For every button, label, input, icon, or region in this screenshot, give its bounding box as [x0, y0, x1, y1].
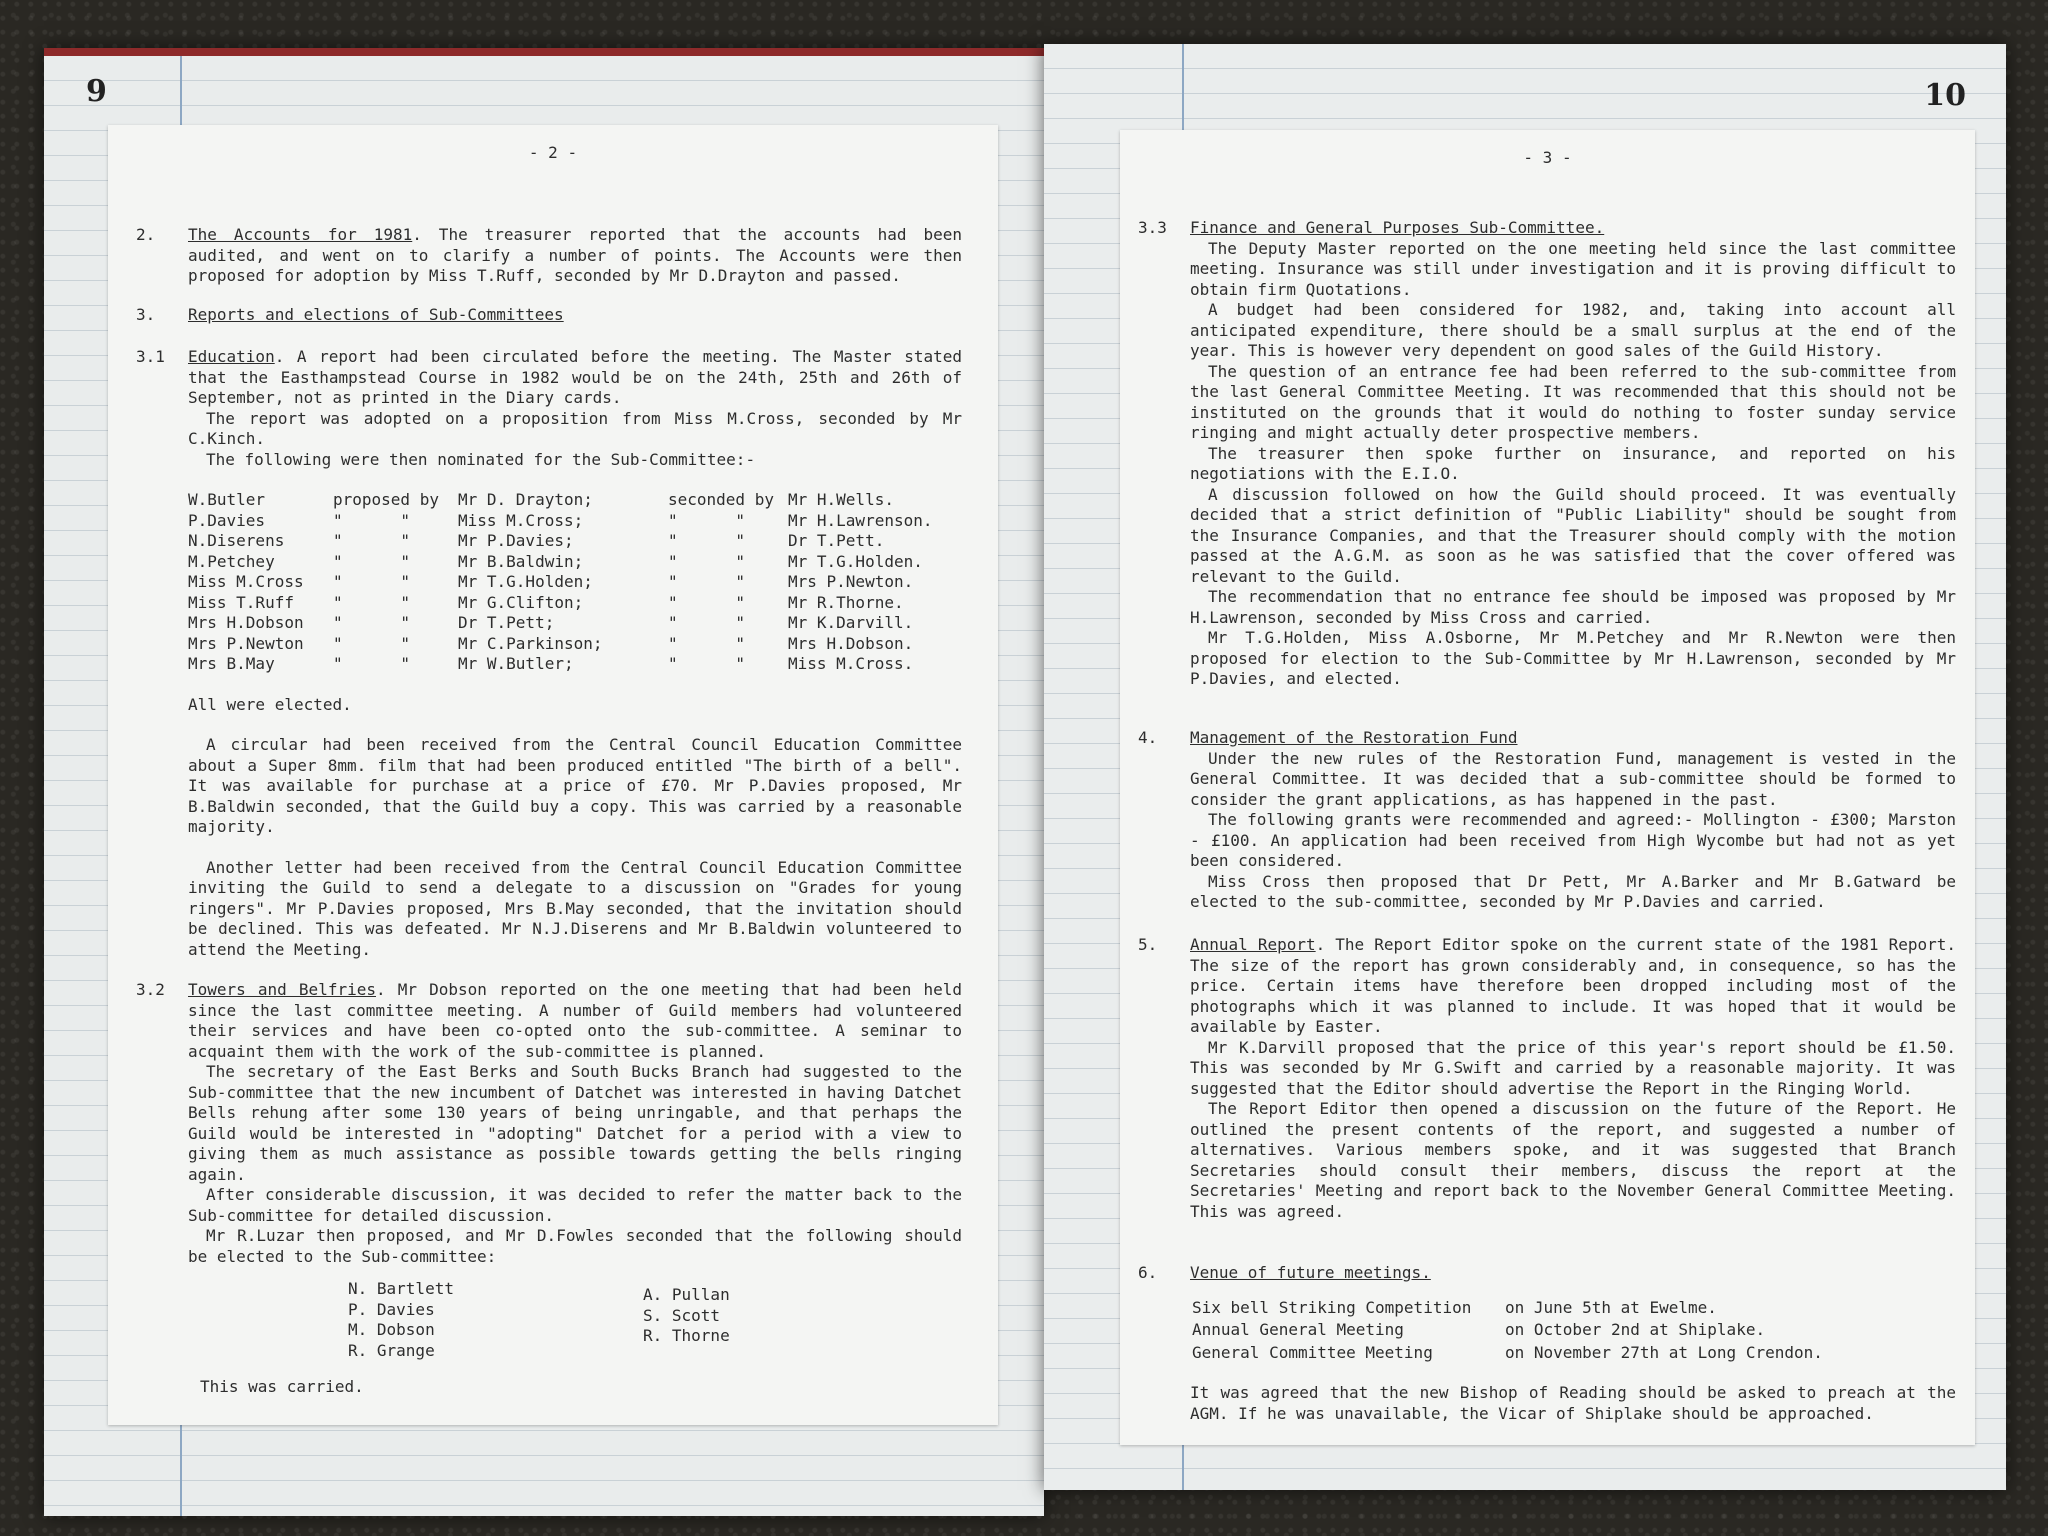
section-number: 6.: [1138, 1263, 1158, 1282]
section-number: 3.: [136, 305, 156, 324]
paragraph: A budget had been considered for 1982, and, taking into account all anticipated expenditure, there should be a small surplus at the end of the year. This is however very dependent on good sales of the Guild History.: [1190, 300, 1956, 360]
nomination-cell: N.Diserens: [188, 531, 285, 550]
paragraph: The following were then nominated for the Sub-Committee:-: [206, 449, 756, 469]
meeting-date-place: on October 2nd at Shiplake.: [1505, 1320, 1766, 1339]
section-number: 3.2: [136, 980, 165, 999]
paragraph: Mr T.G.Holden, Miss A.Osborne, Mr M.Petchey and Mr R.Newton were then proposed for election to the Sub-Committee by Mr H.Lawrenson, seconded by Mr P.Davies, and elected.: [1190, 628, 1956, 688]
paragraph: The following grants were recommended and agreed:- Mollington - £300; Marston - £100. An application had been received from High Wycombe but had not as yet been considered.: [1190, 810, 1956, 870]
nomination-cell: W.Butler: [188, 490, 266, 509]
sheet-page-number: - 2 -: [528, 143, 578, 162]
meetings-table: [1190, 1296, 1843, 1366]
meeting-row: [1192, 1343, 1841, 1364]
section-number: 2.: [136, 225, 156, 244]
nomination-cell: " ": [333, 613, 411, 632]
meeting-row: [1192, 1320, 1841, 1341]
section-number: 3.1: [136, 347, 165, 366]
nomination-row: [188, 634, 948, 655]
page-number-left: 9: [86, 74, 107, 109]
nomination-cell: " ": [668, 613, 746, 632]
nomination-cell: Mrs P.Newton.: [788, 572, 914, 591]
nomination-row: [188, 593, 948, 614]
nomination-cell: " ": [333, 633, 411, 653]
section-heading: Annual Report: [1190, 935, 1316, 954]
nomination-row: [188, 552, 948, 573]
section-heading: Management of the Restoration Fund: [1190, 728, 1518, 747]
section-venue: [1138, 1263, 1956, 1424]
nomination-cell: " ": [333, 510, 411, 530]
paragraph: All were elected.: [188, 694, 352, 714]
nomination-cell: Miss T.Ruff: [188, 592, 294, 612]
paragraph: Mr K.Darvill proposed that the price of this year's report should be £1.50. This was seconded by Mr G.Swift and carried by a reasonable majority. It was suggested that the Editor should advertise the Report in the Ringing World.: [1190, 1037, 1956, 1098]
section-text: . The treasurer reported that the accounts had been audited, and went on to clarify a number of points. The Accounts were then proposed for adoption by Miss T.Ruff, seconded by Mr D.Drayton and passed.: [188, 225, 962, 285]
paragraph: The Deputy Master reported on the one meeting held since the last committee meeting. Insurance was still under investigation and it is proving difficult to obtain firm Quotations.: [1190, 238, 1956, 299]
paragraph: The recommendation that no entrance fee should be imposed was proposed by Mr H.Lawrenson, seconded by Miss Cross and carried.: [1190, 587, 1956, 627]
nomination-cell: seconded by: [668, 490, 774, 509]
nomination-cell: Mr B.Baldwin;: [458, 551, 584, 571]
nomination-row: [188, 490, 948, 511]
meeting-name: General Committee Meeting: [1192, 1342, 1433, 1362]
nomination-cell: " ": [668, 551, 746, 571]
paragraph: A discussion followed on how the Guild should proceed. It was eventually decided that a strict definition of "Public Liability" should be sought from the Insurance Companies, and that the Treasurer should comply with the motion passed at the A.G.M. as soon as he was satisfied that the cover offered was relevant to the Guild.: [1190, 484, 1956, 586]
nomination-cell: Miss M.Cross.: [788, 654, 914, 673]
paragraph: This was carried.: [200, 1377, 364, 1396]
committee-name: M. Dobson: [348, 1320, 435, 1339]
paragraph: The treasurer then spoke further on insurance, and reported on his negotiations with the E.I.O.: [1190, 443, 1956, 483]
section-number: 4.: [1138, 728, 1158, 747]
paragraph: After considerable discussion, it was decided to refer the matter back to the Sub-committee for detailed discussion.: [188, 1185, 962, 1225]
nomination-cell: " ": [668, 572, 746, 591]
sheet-page-number: - 3 -: [1523, 148, 1572, 167]
paragraph: Under the new rules of the Restoration Fund, management is vested in the General Committee. It was decided that a sub-committee should be formed to consider the grant applications, as has happened in the past.: [1190, 748, 1956, 809]
paragraph: . Mr Dobson reported on the one meeting that had been held since the last committee meeting. A number of Guild members had volunteered their services and have been co-opted onto the sub-committee. A seminar to acquaint them with the work of the sub-committee is planned.: [188, 980, 963, 1061]
paragraph: . The Report Editor spoke on the current state of the 1981 Report. The size of the report has grown considerably and, in consequence, so has the price. Certain items have therefore been dropped including most of the photographs which it was planned to include. It was hoped that it would be available by Easter.: [1190, 935, 1957, 1036]
nomination-row: [188, 531, 948, 552]
committee-names: [348, 1279, 962, 1361]
nomination-cell: " ": [668, 531, 746, 550]
nomination-row: [188, 511, 948, 532]
paragraph: The question of an entrance fee had been referred to the sub-committee from the last General Committee Meeting. It was recommended that this should not be instituted on the grounds that it would do nothing to foster sunday service ringing and might actually deter prospective members.: [1190, 361, 1956, 442]
committee-name: R. Thorne: [643, 1326, 730, 1345]
meeting-name: Annual General Meeting: [1192, 1320, 1404, 1339]
nomination-row: [188, 654, 948, 675]
nomination-cell: " ": [668, 633, 746, 653]
nomination-cell: Mr K.Darvill.: [788, 613, 914, 632]
nomination-cell: Mr T.G.Holden;: [458, 572, 593, 591]
section-finance: [1138, 218, 1956, 690]
committee-name: S. Scott: [643, 1305, 721, 1325]
nomination-cell: " ": [668, 654, 746, 673]
nomination-cell: Miss M.Cross: [188, 572, 304, 591]
section-heading: Reports and elections of Sub-Committees: [188, 305, 564, 324]
minutes-sheet-right: [1120, 130, 1975, 1445]
paragraph: It was agreed that the new Bishop of Reading should be asked to preach at the AGM. If he was unavailable, the Vicar of Shiplake should be approached.: [1190, 1383, 1956, 1423]
committee-name: N. Bartlett: [348, 1279, 454, 1298]
nomination-cell: proposed by: [333, 490, 439, 509]
nomination-cell: Dr T.Pett;: [458, 613, 555, 632]
nomination-row: [188, 572, 948, 593]
nomination-cell: Mrs H.Dobson: [188, 613, 304, 632]
nomination-cell: Mrs B.May: [188, 654, 275, 673]
nomination-cell: Mr H.Lawrenson.: [788, 510, 933, 530]
meeting-date-place: on November 27th at Long Crendon.: [1505, 1342, 1823, 1362]
paragraph: A circular had been received from the Central Council Education Committee about a Super 8mm. film that had been produced entitled "The birth of a bell". It was available for purchase at a price of £70. Mr P.Davies proposed, Mr B.Baldwin seconded, that the Guild buy a copy. This was carried by a reasonable majority.: [188, 735, 962, 836]
section-restoration-fund: [1138, 728, 1956, 913]
paragraph: The secretary of the East Berks and South Bucks Branch had suggested to the Sub-committee that the new incumbent of Datchet was interested in having Datchet Bells rehung after some 130 years of being unringable, and that perhaps the Guild would be interested in "adopting" Datchet for a period with a view to giving them as much assistance as possible towards getting the bells ringing again.: [188, 1062, 962, 1184]
section-towers-belfries: [136, 980, 962, 1398]
meeting-name: Six bell Striking Competition: [1192, 1297, 1472, 1317]
section-number: 3.3: [1138, 218, 1167, 237]
page-number-right: 10: [1924, 78, 1966, 113]
section-annual-report: [1138, 935, 1956, 1222]
section-heading: Finance and General Purposes Sub-Committee.: [1190, 218, 1605, 237]
nomination-cell: Mr C.Parkinson;: [458, 633, 603, 653]
nomination-cell: Mr T.G.Holden.: [788, 551, 923, 571]
meeting-date-place: on June 5th at Ewelme.: [1505, 1297, 1717, 1317]
paragraph: Mr R.Luzar then proposed, and Mr D.Fowles seconded that the following should be elected to the Sub-committee:: [188, 1226, 962, 1266]
section-accounts: [136, 225, 962, 287]
minutes-sheet-left: [108, 125, 998, 1425]
nomination-cell: Dr T.Pett.: [788, 531, 885, 550]
paragraph: The report was adopted on a proposition from Miss M.Cross, seconded by Mr C.Kinch.: [188, 408, 962, 448]
nomination-cell: Mrs P.Newton: [188, 633, 304, 653]
committee-name: R. Grange: [348, 1340, 435, 1360]
nomination-cell: Mr H.Wells.: [788, 490, 894, 509]
nomination-cell: " ": [333, 654, 411, 673]
nomination-cell: " ": [668, 510, 746, 530]
section-heading: The Accounts for 1981: [188, 225, 413, 244]
nomination-cell: " ": [333, 592, 411, 612]
section-heading: Venue of future meetings.: [1190, 1263, 1431, 1282]
committee-name: A. Pullan: [643, 1285, 730, 1304]
nomination-row: [188, 613, 948, 634]
nomination-cell: " ": [668, 592, 746, 612]
nomination-cell: " ": [333, 531, 411, 550]
committee-name: P. Davies: [348, 1299, 435, 1319]
meeting-row: [1192, 1298, 1841, 1319]
section-heading: Education: [188, 347, 275, 366]
section-education: [136, 347, 962, 960]
nomination-cell: P.Davies: [188, 510, 266, 530]
nomination-cell: Mrs H.Dobson.: [788, 633, 914, 653]
paragraph: The Report Editor then opened a discussion on the future of the Report. He outlined the present contents of the report, and suggested a number of alternatives. Various members spoke, and it was suggested that Branch Secretaries should consult their members, discuss the report at the Secretaries' Meeting and report back to the November General Committee Meeting. This was agreed.: [1190, 1099, 1956, 1221]
nomination-cell: Mr D. Drayton;: [458, 490, 593, 509]
nomination-cell: " ": [333, 551, 411, 571]
nomination-cell: Mr W.Butler;: [458, 654, 574, 673]
section-number: 5.: [1138, 935, 1158, 954]
paragraph: Another letter had been received from the Central Council Education Committee inviting the Guild to send a delegate to a discussion on "Grades for young ringers". Mr P.Davies proposed, Mrs B.May seconded, that the invitation should be declined. This was defeated. Mr N.J.Diserens and Mr B.Baldwin volunteered to attend the Meeting.: [188, 857, 962, 959]
section-subcommittees: [136, 305, 962, 326]
paragraph: . A report had been circulated before the meeting. The Master stated that the Easthampstead Course in 1982 would be on the 24th, 25th and 26th of September, not as printed in the Diary cards.: [188, 347, 962, 407]
nomination-cell: " ": [333, 572, 411, 591]
nomination-cell: M.Petchey: [188, 551, 275, 571]
nomination-cell: Miss M.Cross;: [458, 510, 584, 530]
section-heading: Towers and Belfries: [188, 980, 376, 999]
paragraph: Miss Cross then proposed that Dr Pett, Mr A.Barker and Mr B.Gatward be elected to the sub-committee, seconded by Mr P.Davies and carried.: [1190, 871, 1956, 911]
nomination-cell: Mr P.Davies;: [458, 531, 574, 550]
nominations-table: [188, 490, 948, 675]
nomination-cell: Mr G.Clifton;: [458, 592, 584, 612]
nomination-cell: Mr R.Thorne.: [788, 592, 904, 612]
